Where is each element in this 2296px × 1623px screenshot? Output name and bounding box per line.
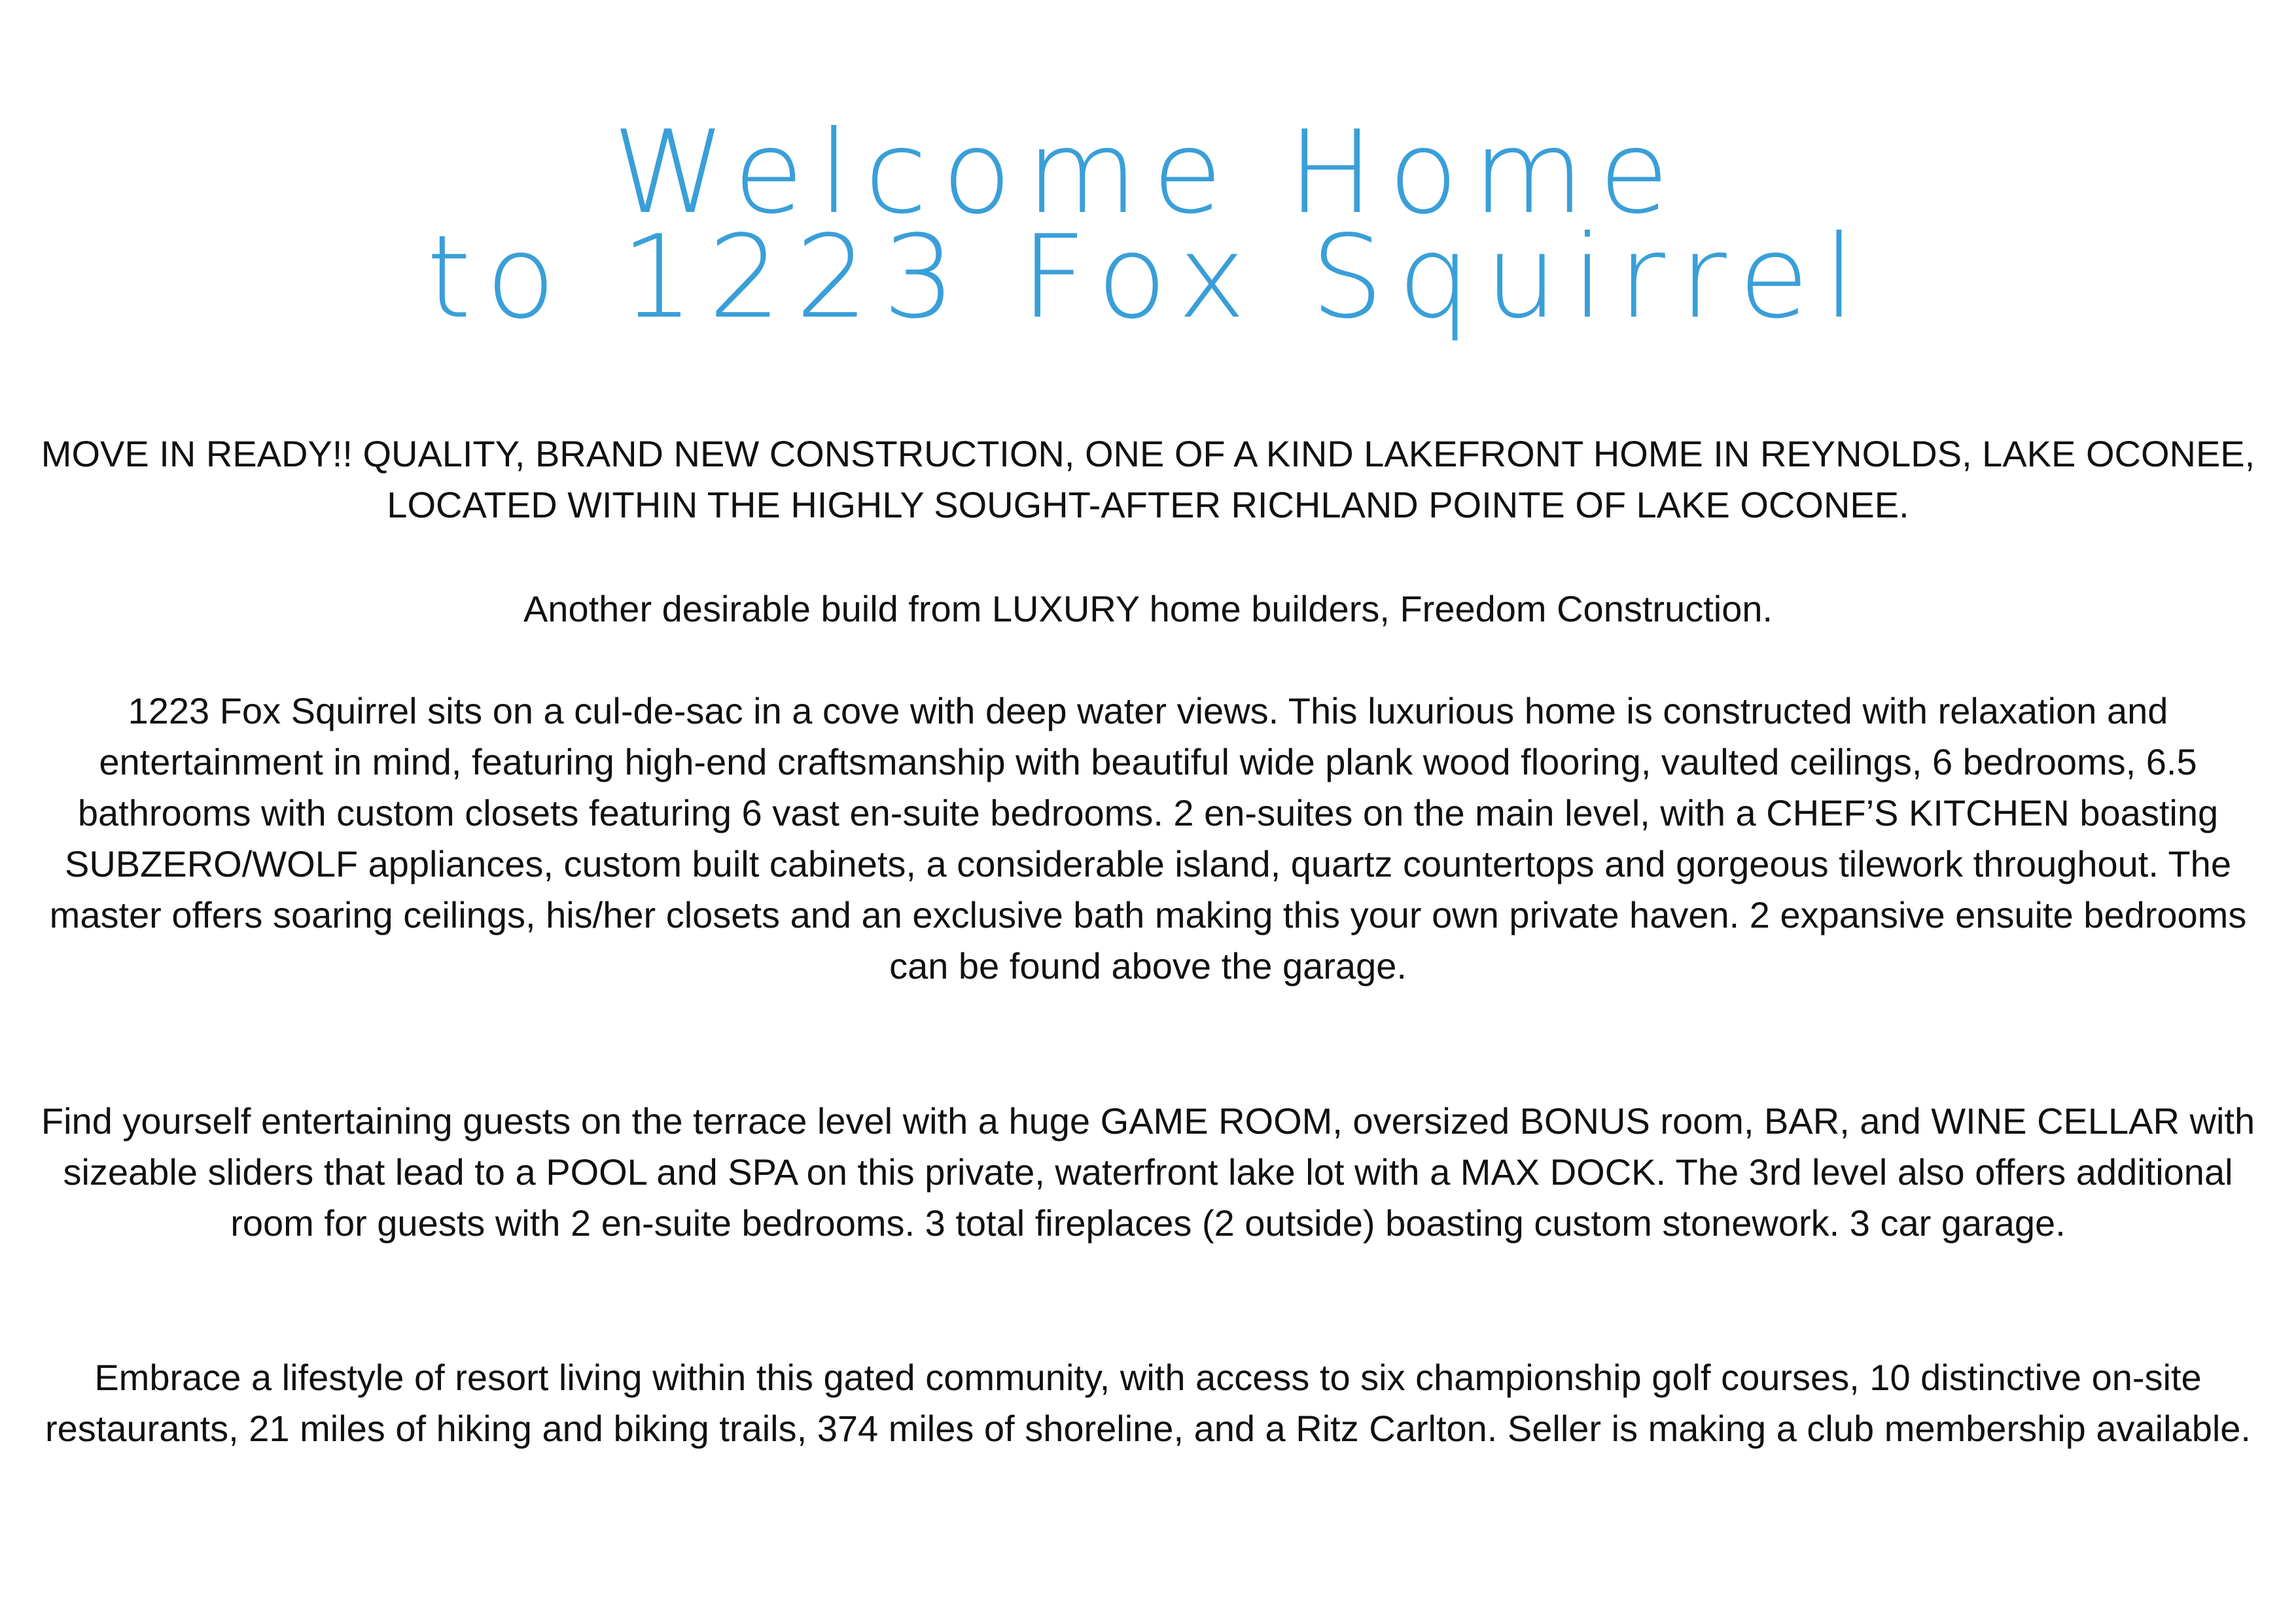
page-title [0, 107, 2296, 344]
builder-paragraph: Another desirable build from LUXURY home builders, Freedom Construction. [523, 588, 1773, 629]
title-line-1: Welcome Home [612, 107, 1684, 239]
title-line-2: to 1223 Fox Squirrel [426, 211, 1870, 344]
terrace-level-paragraph: Find yourself entertaining guests on the terrace level with a huge GAME ROOM, oversized BONUS room, BAR, and WINE CELLAR with sizeable sliders that lead to a POOL and SPA on this private, waterfront lake lot with a MAX DOCK. The 3rd level also offers additional room for guests with 2 en-suite bedrooms. 3 total fireplaces (2 outside) boasting custom stonework. 3 car garage. [41, 1100, 2255, 1244]
community-paragraph: Embrace a lifestyle of resort living within this gated community, with access to six championship golf courses, 10 distinctive on-site restaurants, 21 miles of hiking and biking trails, 374 miles of shoreline, and a Ritz Carlton. Seller is making a club membership available. [45, 1357, 2251, 1449]
intro-paragraph: MOVE IN READY!! QUALITY, BRAND NEW CONSTRUCTION, ONE OF A KIND LAKEFRONT HOME IN REYNOLDS, LAKE OCONEE, LOCATED WITHIN THE HIGHLY SOUGHT-AFTER RICHLAND POINTE OF LAKE OCONEE. [41, 433, 2255, 525]
home-features-paragraph: 1223 Fox Squirrel sits on a cul-de-sac in a cove with deep water views. This luxurious home is constructed with relaxation and entertainment in mind, featuring high-end craftsmanship with beautiful wide plank wood flooring, vaulted ceilings, 6 bedrooms, 6.5 bathrooms with custom closets featuring 6 vast en-suite bedrooms. 2 en-suites on the main level, with a CHEF’S KITCHEN boasting SUBZERO/WOLF appliances, custom built cabinets, a considerable island, quartz countertops and gorgeous tilework throughout. The master offers soaring ceilings, his/her closets and an exclusive bath making this your own private haven. 2 expansive ensuite bedrooms can be found above the garage. [49, 690, 2247, 986]
